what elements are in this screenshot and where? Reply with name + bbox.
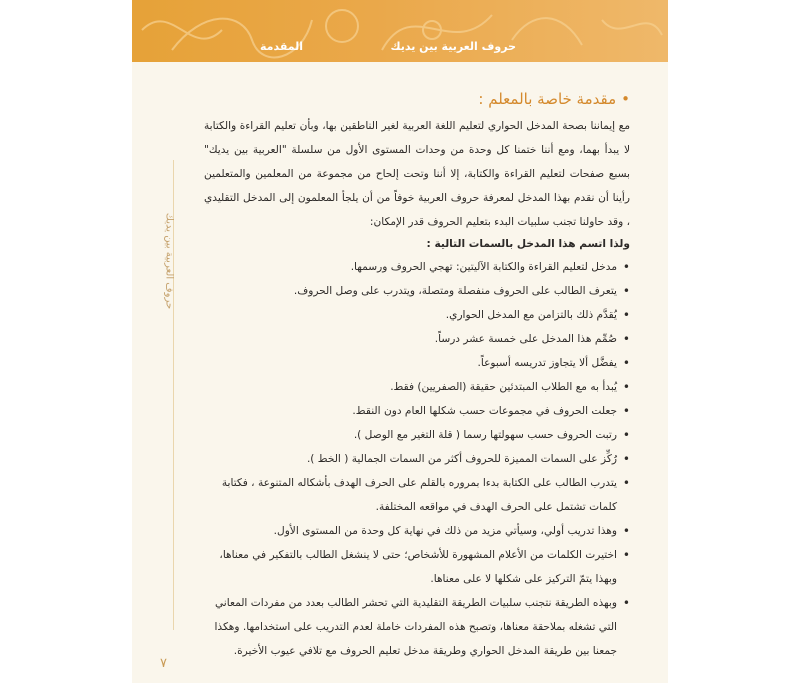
list-item: • يتدرب الطالب على الكتابة بدءا بمروره بالقلم على الحرف الهدف بأشكاله المتنوعة ، فكتابة كلمات تشتمل على الحرف الهدف في مواقعه المختلفة. [204,471,630,519]
list-item: • رتبت الحروف حسب سهولتها رسما ( قلة التغير مع الوصل ). [204,423,630,447]
list-item: • صُمِّم هذا المدخل على خمسة عشر درساً. [204,327,630,351]
side-title-text: حروف العربية بين يديك [163,212,175,310]
features-subheading: ولذا اتسم هذا المدخل بالسمات التالية : [426,238,630,250]
list-item: • يُقدَّم ذلك بالتزامن مع المدخل الحواري. [204,303,630,327]
page-header [132,0,668,62]
heading-text: مقدمة خاصة بالمعلم : [478,90,617,108]
list-item: • مدخل لتعليم القراءة والكتابة الآليتين: تهجي الحروف ورسمها. [204,255,630,279]
main-content [204,90,630,663]
list-item: • اختيرت الكلمات من الأعلام المشهورة للأشخاص؛ حتى لا ينشغل الطالب بالتفكير في معناها، وبهذا يتمّ التركيز على شكلها لا على معناها. [204,543,630,591]
intro-paragraph: مع إيماننا بصحة المدخل الحواري لتعليم اللغة العربية لغير الناطقين بها، وبأن تعليم القراءة والكتابة لا يبدأ بهما، ومع أننا ختمنا كل وحدة من وحدات المستوى الأول من سلسلة "العربية بين يديك" بسبع صفحات لتعليم القراءة والكتابة، إلا أننا وتحت إلحاح من مجموعة من المعلمين والمتعلمين رأينا أن نقدم بهذا المدخل لمعرفة حروف العربية خوفاً من أن يلجأ المعلمون إلى المدخل التقليدي ، وقد حاولنا تجنب سلبيات البدء بتعليم الحروف قدر الإمكان: [204,120,630,228]
list-item: • وهذا تدريب أولي، وسيأتي مزيد من ذلك في نهاية كل وحدة من المستوى الأول. [204,519,630,543]
section-heading [204,90,630,108]
header-section-title: المقدمة [260,40,304,53]
side-running-title [143,206,195,316]
list-item: • يتعرف الطالب على الحروف منفصلة ومتصلة، ويتدرب على وصل الحروف. [204,279,630,303]
list-item: • وبهذه الطريقة نتجنب سلبيات الطريقة التقليدية التي تحشر الطالب بعدد من مفردات المعاني التي تشغله بملاحقة معناها، وتصبح هذه المفردات خاملة لعدم التدريب على استخدامها. وهكذا جمعنا بين طريقة المدخل الحواري وطريقة مدخل تعليم الحروف مع تلافي عيوب الأخيرة. [204,591,630,663]
page-number: ٧ [160,656,167,671]
list-item: • يُبدأ به مع الطلاب المبتدئين حقيقة (الصفريين) فقط. [204,375,630,399]
list-item: • يفضَّل ألا يتجاوز تدريسه أسبوعاً. [204,351,630,375]
heading-bullet: • [621,90,630,108]
features-list [204,255,630,663]
header-book-title: حروف العربية بين يديك [390,40,516,53]
list-item: • جعلت الحروف في مجموعات حسب شكلها العام دون النقط. [204,399,630,423]
list-item: • رُكِّز على السمات المميزة للحروف أكثر من السمات الجمالية ( الخط ). [204,447,630,471]
